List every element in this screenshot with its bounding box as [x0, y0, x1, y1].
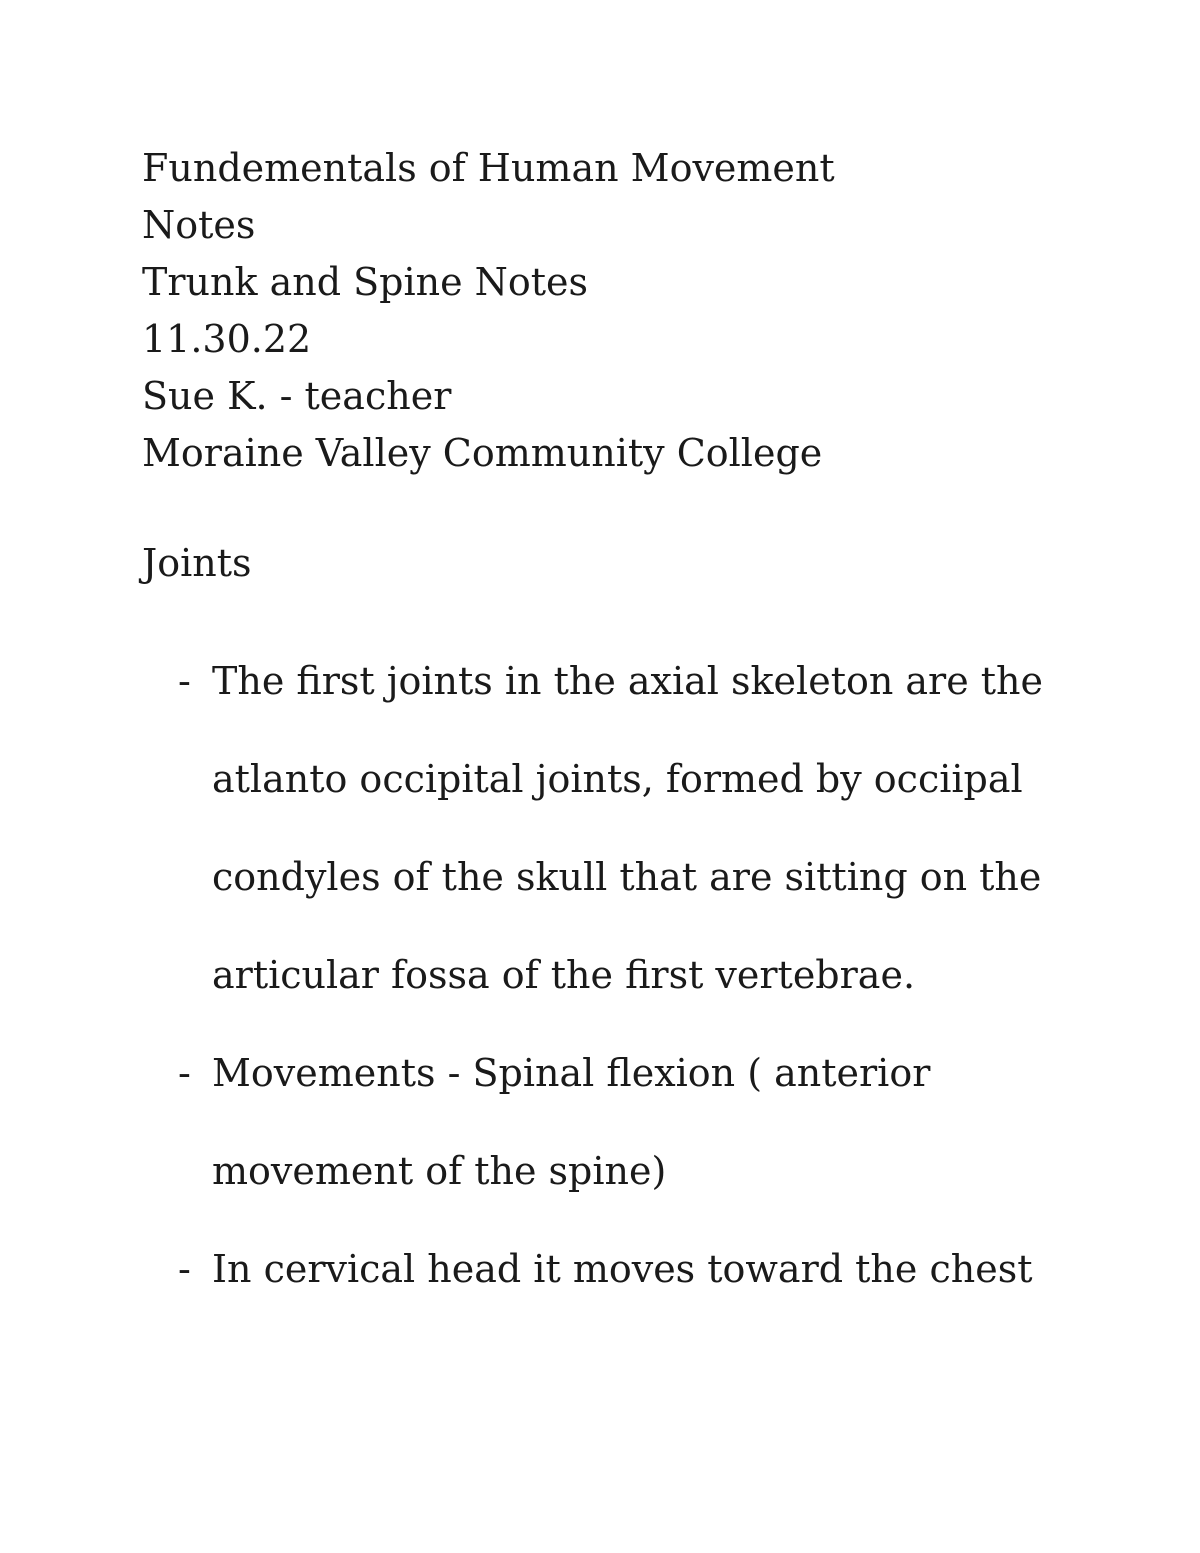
bullet-item [178, 1024, 1058, 1220]
teacher-name: Sue K. - teacher [142, 374, 452, 418]
bullet-marker: - [178, 1247, 191, 1291]
bullet-text-line: articular fossa of the first vertebrae. [212, 953, 916, 997]
bullet-item [178, 632, 1058, 1024]
bullet-text-line: atlanto occipital joints, formed by occiipal [212, 757, 1023, 801]
section-heading: Joints [142, 541, 252, 585]
bullet-text-line: movement of the spine) [212, 1149, 667, 1193]
bullet-marker: - [178, 1051, 191, 1095]
topic-title: Trunk and Spine Notes [142, 260, 589, 304]
bullet-item [178, 1220, 1058, 1318]
bullet-text-line: Movements - Spinal flexion ( anterior [212, 1051, 931, 1095]
document-type: Notes [142, 203, 256, 247]
bullet-text-line: In cervical head it moves toward the chest [212, 1247, 1033, 1291]
bullet-marker: - [178, 659, 191, 703]
bullet-text-line: The first joints in the axial skeleton are the [212, 659, 1044, 703]
institution-name: Moraine Valley Community College [142, 431, 823, 475]
course-title: Fundementals of Human Movement [142, 146, 835, 190]
bullet-list [178, 632, 1058, 1318]
document-header [142, 140, 835, 482]
bullet-text-line: condyles of the skull that are sitting on the [212, 855, 1042, 899]
date: 11.30.22 [142, 317, 312, 361]
